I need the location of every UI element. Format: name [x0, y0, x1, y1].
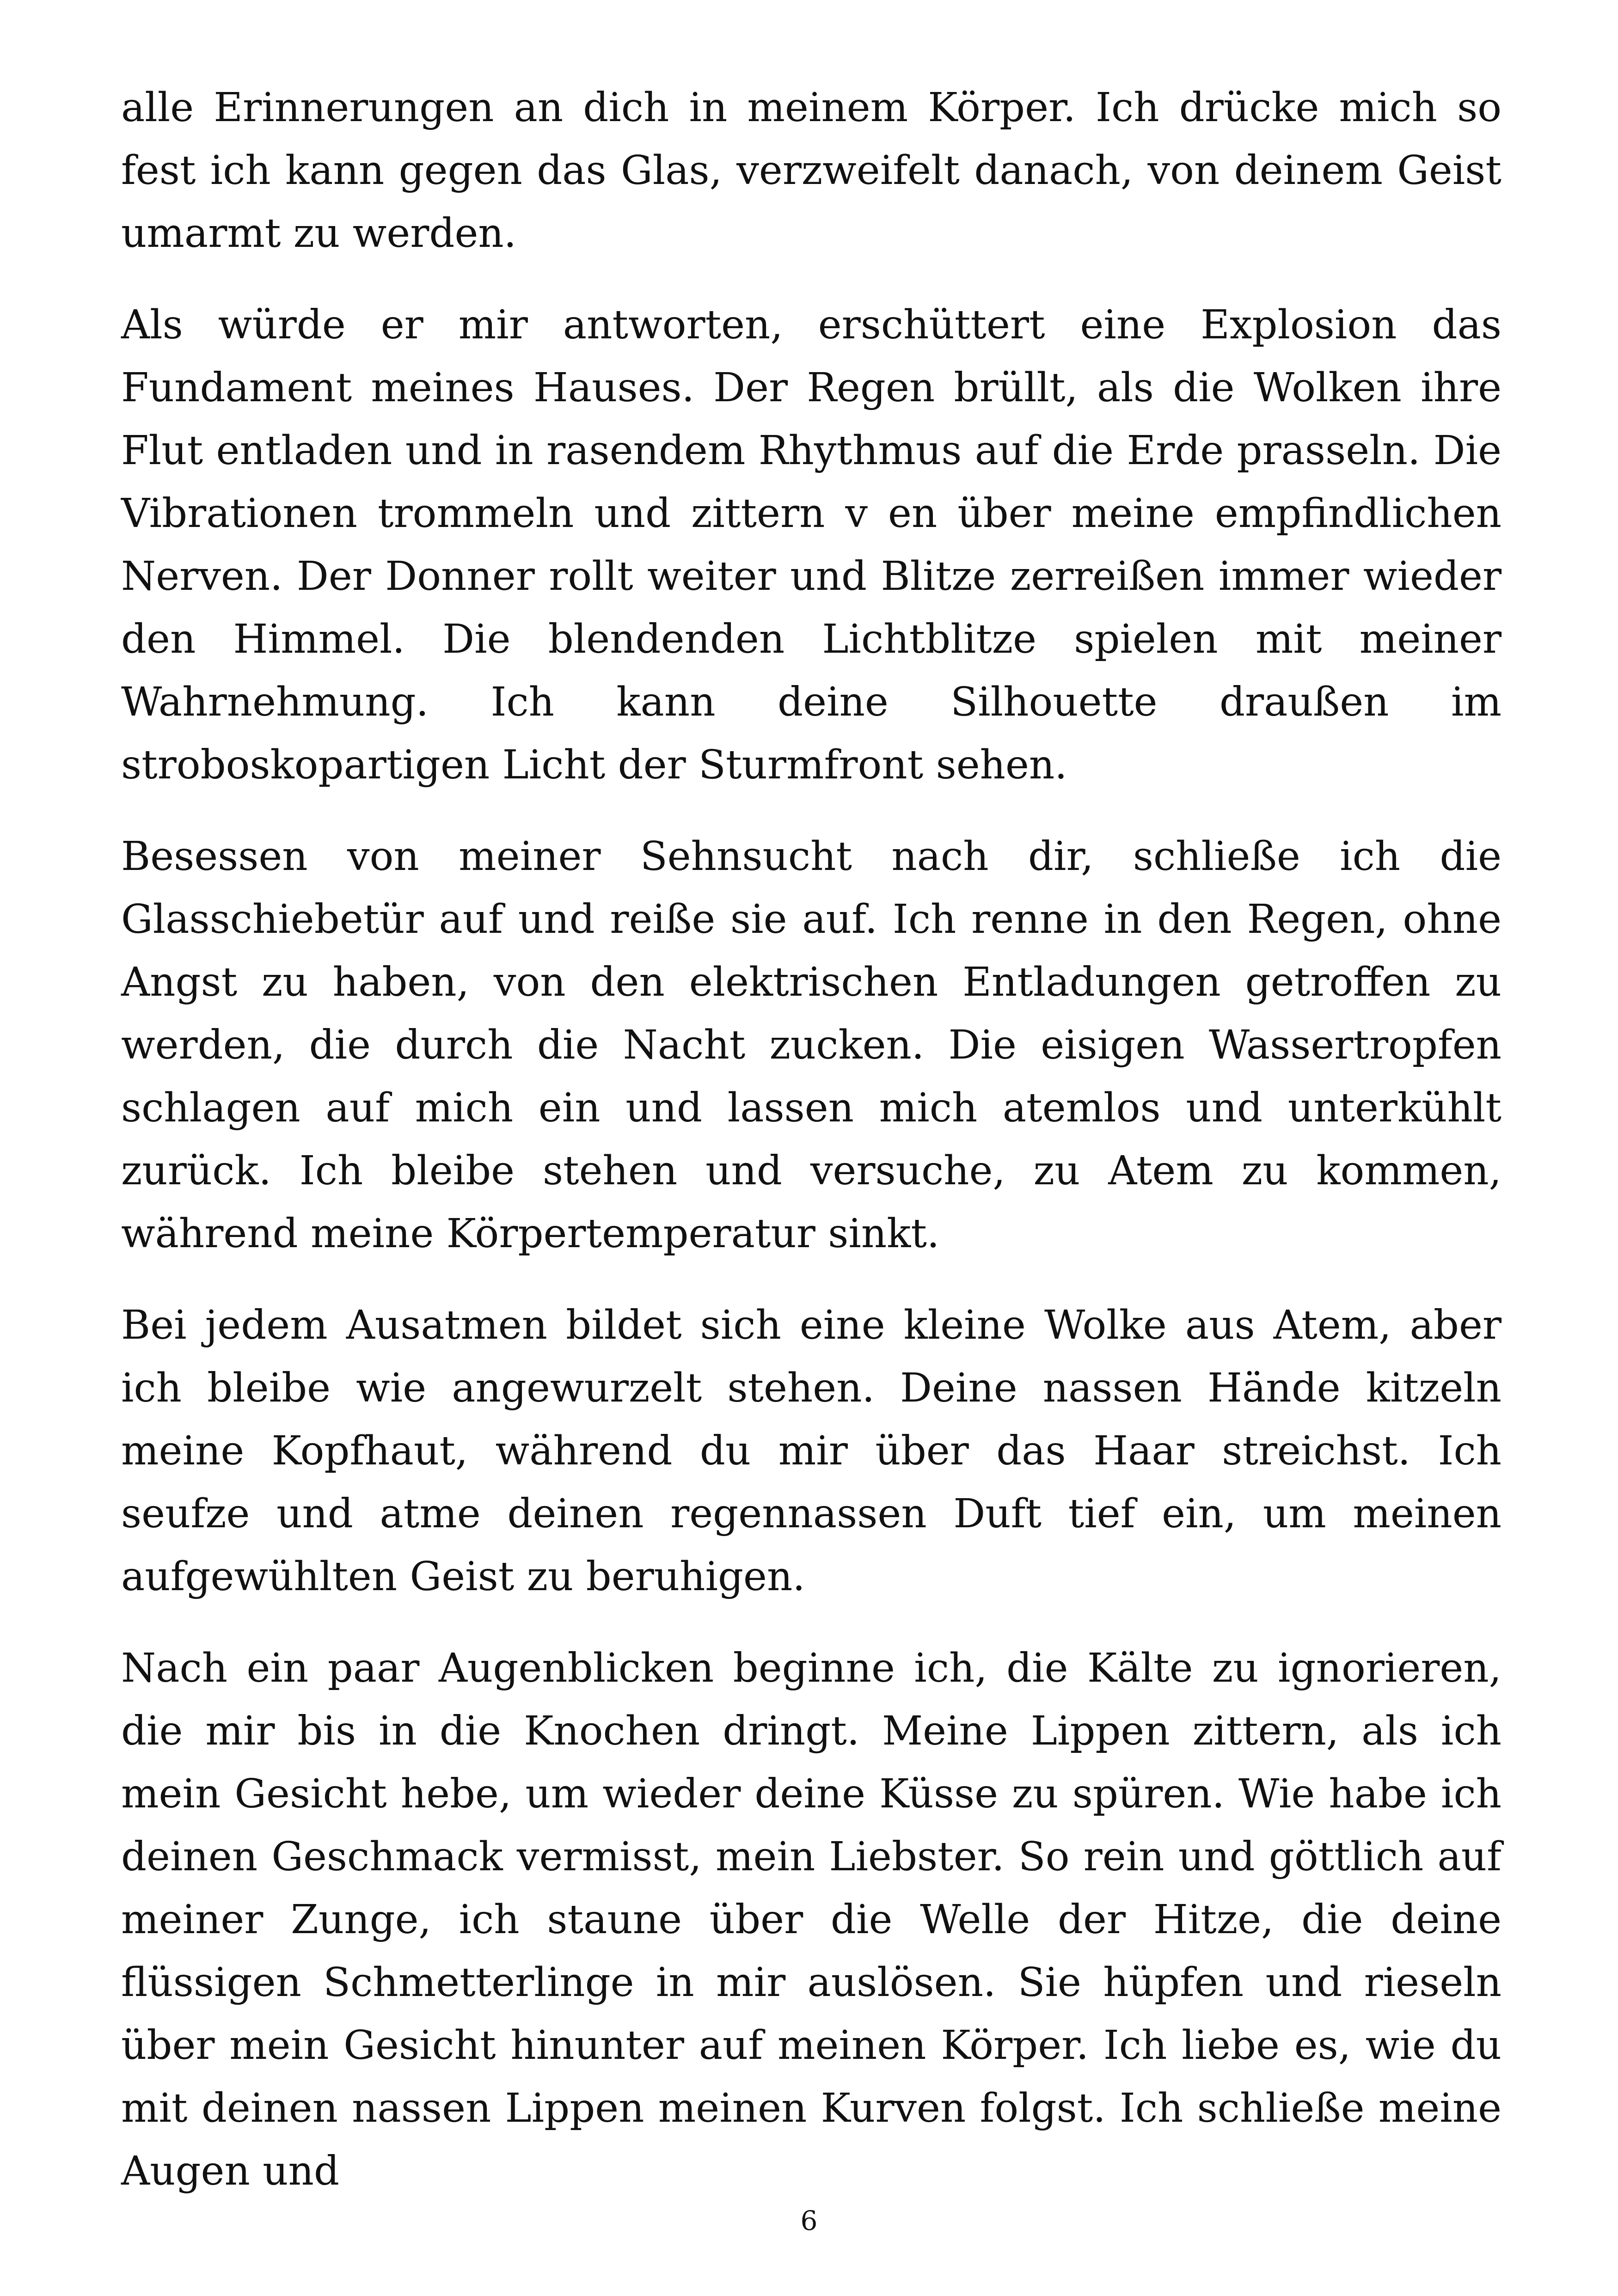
page-number: 6: [800, 2205, 818, 2236]
paragraph: alle Erinnerungen an dich in meinem Körper. Ich drücke mich so fest ich kann gegen das Glas, verzweifelt danach, von deinem Geist umarmt zu werden.: [121, 85, 1502, 257]
paragraph: Besessen von meiner Sehnsucht nach dir, schließe ich die Glasschiebetür auf und reiße sie auf. Ich renne in den Regen, ohne Angst zu haben, von den elektrischen Entladungen getroffen zu werden, die durch die Nacht zucken. Die eisigen Wassertropfen schlagen auf mich ein und lassen mich atemlos und unterkühlt zurück. Ich bleibe stehen und versuche, zu Atem zu kommen, während meine Körpertemperatur sinkt.: [121, 833, 1502, 1257]
paragraph: Bei jedem Ausatmen bildet sich eine kleine Wolke aus Atem, aber ich bleibe wie angewurzelt stehen. Deine nassen Hände kitzeln meine Kopfhaut, während du mir über das Haar streichst. Ich seufze und atme deinen regennassen Duft tief ein, um meinen aufgewühlten Geist zu beruhigen.: [121, 1302, 1502, 1600]
body-text: [121, 76, 1502, 2203]
paragraph: Nach ein paar Augenblicken beginne ich, die Kälte zu ignorieren, die mir bis in die Knochen dringt. Meine Lippen zittern, als ich mein Gesicht hebe, um wieder deine Küsse zu spüren. Wie habe ich deinen Geschmack vermisst, mein Liebster. So rein und göttlich auf meiner Zunge, ich staune über die Welle der Hitze, die deine flüssigen Schmetterlinge in mir auslösen. Sie hüpfen und rieseln über mein Gesicht hinunter auf meinen Körper. Ich liebe es, wie du mit deinen nassen Lippen meinen Kurven folgst. Ich schließe meine Augen und: [121, 1645, 1502, 2194]
paragraph: Als würde er mir antworten, erschüttert eine Explosion das Fundament meines Hauses. Der Regen brüllt, als die Wolken ihre Flut entladen und in rasendem Rhythmus auf die Erde prasseln. Die Vibrationen trommeln und zittern v en über meine empfindlichen Nerven. Der Donner rollt weiter und Blitze zerreißen immer wieder den Himmel. Die blendenden Lichtblitze spielen mit meiner Wahrnehmung. Ich kann deine Silhouette draußen im stroboskopartigen Licht der Sturmfront sehen.: [121, 302, 1502, 788]
